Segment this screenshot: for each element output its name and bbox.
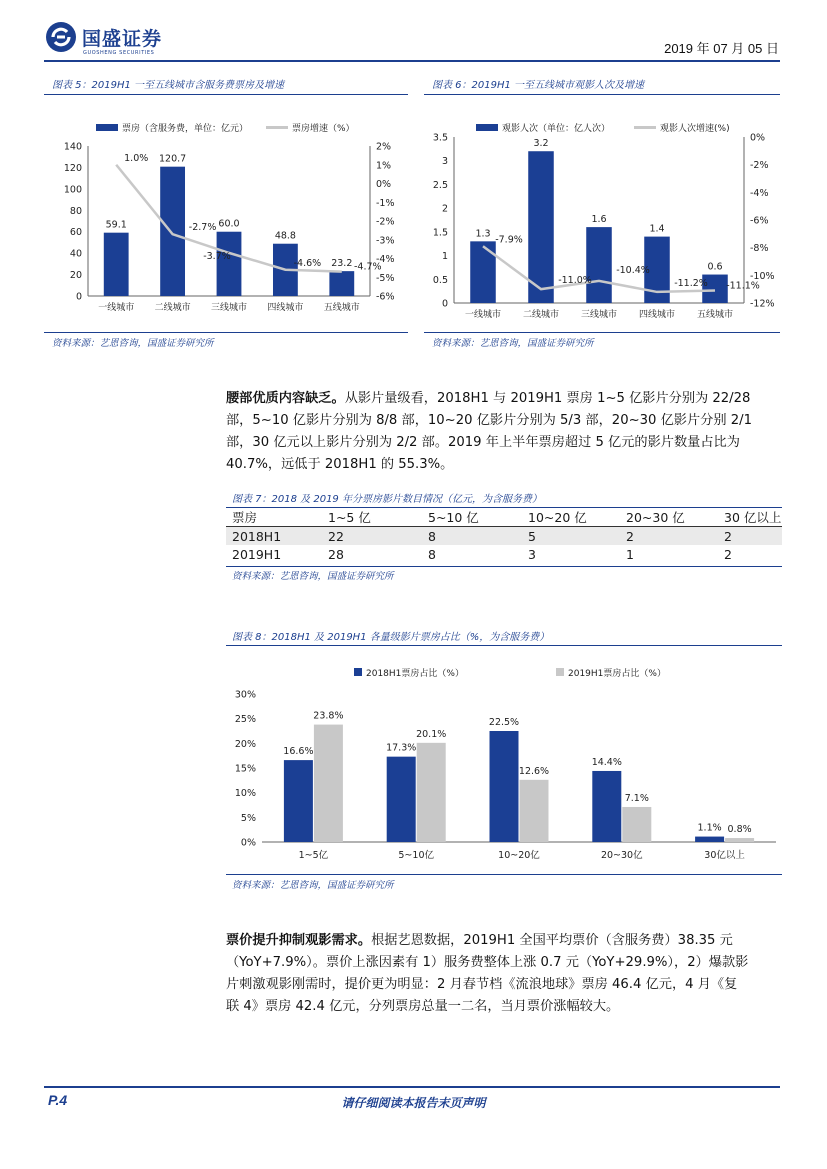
table-header-cell: 1~5 亿 xyxy=(322,508,422,527)
bar-value-label: 22.5% xyxy=(488,717,520,728)
bar-value-label: 7.1% xyxy=(624,792,649,804)
y-tick-label: 20% xyxy=(234,738,256,750)
bar-value-label: 3.2 xyxy=(533,138,549,150)
legend-swatch xyxy=(556,668,564,676)
x-tick-label: 五线城市 xyxy=(696,310,734,320)
bar-value-label: 120.7 xyxy=(158,153,187,165)
table-cell: 2018H1 xyxy=(226,527,322,546)
bar-value-label: 16.6% xyxy=(283,746,314,758)
fig5-bottom-rule xyxy=(44,332,408,333)
table-cell: 2 xyxy=(620,527,718,546)
x-tick-label: 30亿以上 xyxy=(704,850,745,861)
bar xyxy=(314,725,343,842)
legend-swatch-bar xyxy=(476,124,498,131)
fig5-top-rule xyxy=(44,94,408,95)
y2-tick-label: 0% xyxy=(750,132,766,144)
table-header-cell: 30 亿以上 xyxy=(718,508,782,527)
bar xyxy=(160,167,185,296)
legend-label: 2019H1票房占比（%） xyxy=(568,669,666,679)
y-tick-label: 0% xyxy=(240,837,256,849)
fig6-source: 资料来源：艺恩咨询，国盛证券研究所 xyxy=(432,338,594,349)
bar-value-label: 1.6 xyxy=(591,214,607,226)
legend-label-line: 观影人次增速(%) xyxy=(660,124,730,134)
logo-subtitle: GUOSHENG SECURITIES xyxy=(83,50,155,56)
page-number: P.4 xyxy=(48,1092,68,1108)
table-cell: 5 xyxy=(522,527,620,546)
y2-tick-label: -3% xyxy=(376,235,395,247)
bar xyxy=(586,227,612,303)
fig8-source: 资料来源：艺恩咨询，国盛证券研究所 xyxy=(232,880,394,891)
fig8-bottom-rule xyxy=(226,874,782,875)
y2-tick-label: -6% xyxy=(376,291,395,303)
paragraph-lead: 腰部优质内容缺乏。 xyxy=(226,391,345,406)
x-tick-label: 四线城市 xyxy=(638,310,676,320)
y-tick-label: 25% xyxy=(234,714,256,726)
bar xyxy=(528,151,554,303)
y-tick-label: 80 xyxy=(69,205,82,217)
table-cell: 1 xyxy=(626,546,634,562)
legend-label-bar: 观影人次（单位：亿人次） xyxy=(502,124,611,134)
table-header-cell: 20~30 亿 xyxy=(620,508,718,527)
x-tick-label: 20~30亿 xyxy=(600,850,643,861)
bar xyxy=(520,780,549,842)
legend-swatch xyxy=(354,668,362,676)
y-tick-label: 10% xyxy=(234,788,256,800)
y2-tick-label: -1% xyxy=(376,197,395,209)
fig5-source: 资料来源：艺恩咨询，国盛证券研究所 xyxy=(52,338,214,349)
bar-value-label: 48.8 xyxy=(274,230,296,242)
x-tick-label: 5~10亿 xyxy=(398,850,434,861)
bar xyxy=(725,838,754,842)
bar-value-label: 60.0 xyxy=(218,218,240,230)
y-tick-label: 40 xyxy=(69,248,82,260)
fig7-title: 图表 7：2018 及 2019 年分票房影片数目情况（亿元，为含服务费） xyxy=(232,494,542,505)
bar-value-label: 14.4% xyxy=(591,756,622,768)
fig8-top-rule xyxy=(226,645,782,646)
y-tick-label: 30% xyxy=(234,689,256,701)
bar xyxy=(490,731,519,842)
bar-value-label: 17.3% xyxy=(386,742,417,754)
table-header-row xyxy=(226,508,782,527)
table-cell: 22 xyxy=(322,527,422,546)
y-tick-label: 2.5 xyxy=(432,179,448,191)
paragraph-line: 部，5~10 亿影片分别为 8/8 部，10~20 亿影片分别为 5/3 部，20~30 亿影片分别 2/1 xyxy=(226,413,752,428)
y-tick-label: 120 xyxy=(63,162,82,174)
paragraph-ticket-price xyxy=(226,930,782,1018)
fig8-title: 图表 8：2018H1 及 2019H1 各量级影片票房占比（%，为含服务费） xyxy=(232,632,550,643)
line-value-label: -4.7% xyxy=(354,261,382,273)
y-tick-label: 2 xyxy=(441,203,448,215)
y-tick-label: 100 xyxy=(63,184,82,196)
y-tick-label: 3 xyxy=(441,156,448,168)
line-value-label: -11.0% xyxy=(558,275,592,287)
y2-tick-label: -2% xyxy=(376,216,395,228)
y-tick-label: 0 xyxy=(441,298,448,310)
paragraph-line: 联 4》票房 42.4 亿元，分列票房总量一二名，当月票价涨幅较大。 xyxy=(226,999,620,1014)
legend-label: 2018H1票房占比（%） xyxy=(366,669,464,679)
bar xyxy=(622,807,651,842)
bar xyxy=(329,271,354,296)
line-value-label: -10.4% xyxy=(616,264,650,276)
table-cell: 28 xyxy=(328,546,344,562)
y2-tick-label: -10% xyxy=(750,270,775,282)
bar xyxy=(104,233,129,296)
x-tick-label: 1~5亿 xyxy=(298,850,329,861)
header-rule xyxy=(44,60,780,62)
table-cell: 2019H1 xyxy=(232,546,282,562)
x-tick-label: 一线城市 xyxy=(464,310,502,320)
table-header-cell: 票房 xyxy=(226,508,322,527)
fig7-source: 资料来源：艺恩咨询，国盛证券研究所 xyxy=(232,571,394,582)
bar-value-label: 20.1% xyxy=(416,728,447,740)
y-tick-label: 15% xyxy=(234,763,256,775)
line-value-label: -7.9% xyxy=(495,234,523,246)
bar-value-label: 1.3 xyxy=(475,228,491,240)
line-value-label: 1.0% xyxy=(124,152,149,164)
bar xyxy=(470,241,496,303)
table-cell: 2 xyxy=(724,546,732,562)
table-cell: 8 xyxy=(428,546,436,562)
paragraph-line: 部，30 亿元以上影片分别为 2/2 部。2019 年上半年票房超过 5 亿元的影片数量占比为 xyxy=(226,435,740,450)
bar-value-label: 23.2 xyxy=(331,258,353,270)
legend-label-line: 票房增速（%） xyxy=(292,124,355,134)
fig7-bottom-rule xyxy=(226,566,782,567)
x-tick-label: 三线城市 xyxy=(580,310,618,320)
y2-tick-label: -6% xyxy=(750,215,769,227)
y-tick-label: 140 xyxy=(63,141,82,153)
x-tick-label: 10~20亿 xyxy=(498,850,540,861)
paragraph-line: 票价提升抑制观影需求。根据艺恩数据，2019H1 全国平均票价（含服务费）38.35 元 xyxy=(226,933,733,948)
paragraph-lead: 票价提升抑制观影需求。 xyxy=(226,933,372,948)
bar-value-label: 23.8% xyxy=(313,710,344,722)
report-date: 2019 年 07 月 05 日 xyxy=(664,41,779,56)
table-header-cell: 10~20 亿 xyxy=(522,508,620,527)
table-row xyxy=(226,527,782,546)
line-value-label: -3.7% xyxy=(203,250,231,262)
fig6-title: 图表 6：2019H1 一至五线城市观影人次及增速 xyxy=(432,80,645,91)
paragraph-content-shortage xyxy=(226,388,782,476)
fig7-table-wrap xyxy=(226,508,782,563)
x-tick-label: 三线城市 xyxy=(210,303,248,313)
y2-tick-label: -5% xyxy=(376,272,395,284)
fig5-chart xyxy=(44,96,408,330)
x-tick-label: 二线城市 xyxy=(154,303,191,313)
table-cell: 2 xyxy=(718,527,782,546)
legend-label-bar: 票房（含服务费，单位：亿元） xyxy=(122,124,249,134)
y-tick-label: 0.5 xyxy=(432,274,448,286)
y-tick-label: 1.5 xyxy=(432,227,448,239)
y2-tick-label: 1% xyxy=(376,160,392,172)
bar-value-label: 59.1 xyxy=(105,219,127,231)
y-tick-label: 0 xyxy=(75,291,82,303)
bar xyxy=(695,837,724,842)
y-tick-label: 3.5 xyxy=(432,132,448,144)
bar xyxy=(284,760,313,842)
y2-tick-label: -12% xyxy=(750,298,775,310)
bar xyxy=(217,232,242,296)
y-tick-label: 20 xyxy=(69,270,82,282)
fig6-chart xyxy=(424,96,780,330)
bar-value-label: 0.6 xyxy=(707,261,723,273)
table-cell: 8 xyxy=(422,527,522,546)
line-value-label: -11.1% xyxy=(726,280,760,292)
bar xyxy=(592,771,621,842)
paragraph-line: 腰部优质内容缺乏。从影片量级看，2018H1 与 2019H1 票房 1~5 亿影片分别为 22/28 xyxy=(226,391,751,406)
bar-value-label: 1.4 xyxy=(649,223,665,235)
paragraph-line: （YoY+7.9%）。票价上涨因素有 1）服务费整体上涨 0.7 元（YoY+29.9%），2）爆款影 xyxy=(226,955,749,970)
x-tick-label: 四线城市 xyxy=(267,303,304,313)
table-row xyxy=(226,545,782,563)
fig5-title: 图表 5：2019H1 一至五线城市含服务费票房及增速 xyxy=(52,80,285,91)
y2-tick-label: -4% xyxy=(376,254,395,265)
legend-swatch-bar xyxy=(96,124,118,131)
y-tick-label: 5% xyxy=(240,812,256,824)
table-header-cell: 5~10 亿 xyxy=(422,508,522,527)
y2-tick-label: -4% xyxy=(750,187,769,199)
fig7-table xyxy=(226,508,782,563)
paragraph-line: 40.7%，远低于 2018H1 的 55.3%。 xyxy=(226,457,454,472)
y-tick-label: 60 xyxy=(69,227,82,239)
fig6-bottom-rule xyxy=(424,332,780,333)
y-tick-label: 1 xyxy=(441,251,448,263)
bar xyxy=(387,757,416,842)
x-tick-label: 五线城市 xyxy=(323,303,360,313)
y2-tick-label: 2% xyxy=(376,141,392,153)
y2-tick-label: -8% xyxy=(750,243,769,255)
line-value-label: -11.2% xyxy=(674,277,708,289)
footer-notice: 请仔细阅读本报告末页声明 xyxy=(341,1096,486,1110)
fig8-chart xyxy=(226,648,782,872)
table-cell: 3 xyxy=(528,546,536,562)
footer-rule xyxy=(44,1086,780,1088)
bar-value-label: 12.6% xyxy=(518,765,550,777)
line-value-label: -4.6% xyxy=(293,257,322,269)
fig6-top-rule xyxy=(424,94,780,95)
logo-text: 国盛证券 xyxy=(82,28,163,50)
header xyxy=(0,0,827,72)
bar-value-label: 0.8% xyxy=(727,824,752,836)
x-tick-label: 一线城市 xyxy=(98,303,135,313)
line-value-label: -2.7% xyxy=(188,222,217,234)
logo-icon xyxy=(44,20,78,54)
y2-tick-label: 0% xyxy=(376,179,392,190)
paragraph-line: 片刺激观影刚需时，提价更为明显：2 月春节档《流浪地球》票房 46.4 亿元，4 月《复 xyxy=(226,977,738,992)
bar-value-label: 1.1% xyxy=(697,822,722,834)
y2-tick-label: -2% xyxy=(750,160,769,172)
bar xyxy=(417,743,446,842)
x-tick-label: 二线城市 xyxy=(522,310,560,320)
